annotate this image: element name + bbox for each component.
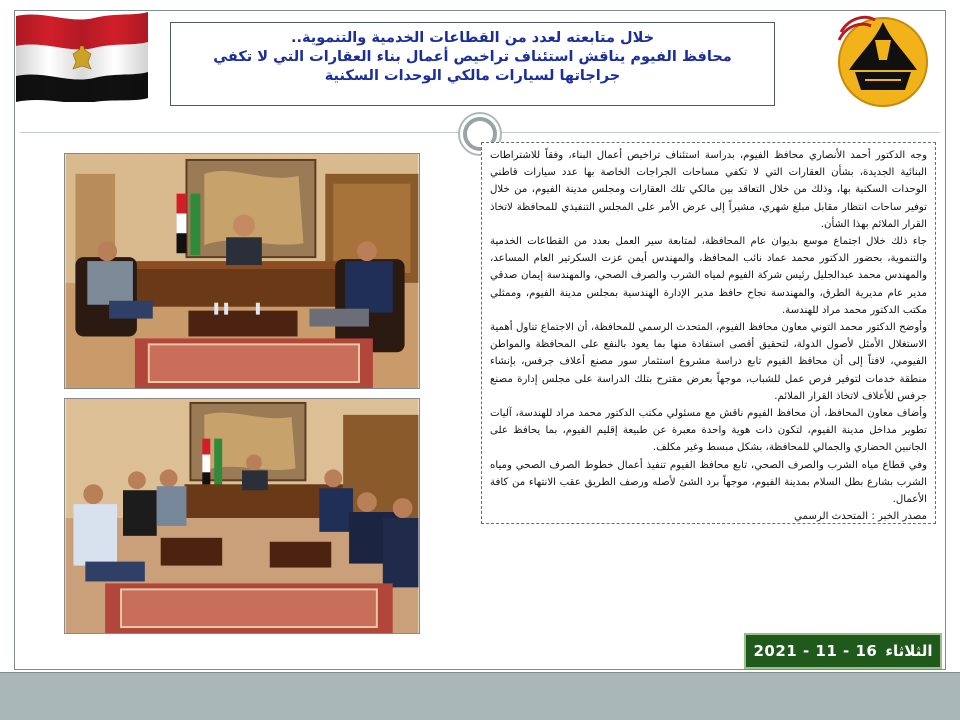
article-body	[481, 142, 936, 524]
meeting-photo-1	[64, 153, 420, 389]
headline-line-2: محافظ الفيوم يناقش استئناف تراخيص أعمال بناء العقارات التي لا تكفي جراجاتها لسيارات مالكي الوحدات السكنية	[213, 49, 732, 84]
article-paragraph-3: وأوضح الدكتور محمد التوني معاون محافظ الفيوم، المتحدث الرسمي للمحافظة، أن الاجتماع تناول أهمية الاستغلال الأمثل لأصول الدولة، لتحقيق أقصى استفادة منها بما يعود بالنفع على المحافظة والمواطن الفيومي، لافتاً إلى أن محافظ الفيوم تابع دراسة مشروع استثمار سور مصنع أعلاف جرفس، بإنشاء منطقة خدمات لتوفير فرص عمل للشباب، موجهاً بعرض مقترح بتلك الدراسة على مجلس إدارة مصنع جرفس للأعلاف لاتخاذ القرار الملائم.	[490, 322, 927, 402]
date-box	[744, 633, 942, 669]
article-paragraph-1: وجه الدكتور أحمد الأنصاري محافظ الفيوم، بدراسة استئناف تراخيص أعمال البناء، وفقاً للاشتراطات البنائية الجديدة، بشأن العقارات التي لا تكفي مساحات الجراجات الخاصة بها عدد سيارات قاطني الوحدات السكنية بها، وذلك من خلال التعاقد بين مالكي تلك العقارات ومجلس مدينة الفيوم، من خلال توفير ساحات انتظار مقابل مبلغ شهري، مشيراً إلى عرض الأمر على المجلس التنفيذي للمحافظة لاتخاذ القرار الملائم بهذا الشأن.	[490, 150, 927, 230]
headline-line-1: خلال متابعته لعدد من القطاعات الخدمية والتنموية..	[290, 30, 655, 46]
date-day-name: الثلاثاء	[885, 642, 933, 660]
bottom-band	[0, 672, 960, 720]
date-text: 16 - 11 - 2021	[753, 642, 878, 660]
article-paragraph-2: جاء ذلك خلال اجتماع موسع بديوان عام المحافظة، لمتابعة سير العمل بعدد من القطاعات الخدمية والتنموية، بحضور الدكتور محمد عماد نائب المحافظ، والمهندس أيمن عزت السكرتير العام المساعد، والمهندس محمد عبدالجليل رئيس شركة الفيوم لمياه الشرب والصرف الصحي، والمهندسة إيمان صدقي مدير عام مديرية الطرق، والمهندسة نجاح حافظ مدير الإدارة الهندسية بمجلس مدينة الفيوم، وممثلي مكتب الدكتور محمد مراد للهندسة.	[490, 236, 927, 316]
meeting-photo-2	[64, 398, 420, 634]
governorate-logo-image	[835, 10, 931, 108]
article-paragraph-5: وفي قطاع مياه الشرب والصرف الصحي، تابع محافظ الفيوم تنفيذ أعمال خطوط الصرف الصحي ومياه الشرب بشارع بطل السلام بمدينة الفيوم، موجهاً برد الشئ لأصله ورصف الطريق عقب الانتهاء من كافة الأعمال.	[490, 459, 927, 506]
egypt-flag-image	[14, 10, 150, 102]
article-source: مصدر الخبر : المتحدث الرسمي	[793, 511, 927, 523]
article-paragraph-4: وأضاف معاون المحافظ، أن محافظ الفيوم ناقش مع مسئولي مكتب الدكتور محمد مراد للهندسة، آليات تطوير مداخل مدينة الفيوم، لتكون ذات هوية واحدة معبرة عن طبيعة إقليم الفيوم، بما يحافظ على الجانبين الحضاري والجمالي للمحافظة، بشكل مبسط وغير مكلف.	[490, 408, 927, 454]
headline-box	[170, 22, 775, 106]
